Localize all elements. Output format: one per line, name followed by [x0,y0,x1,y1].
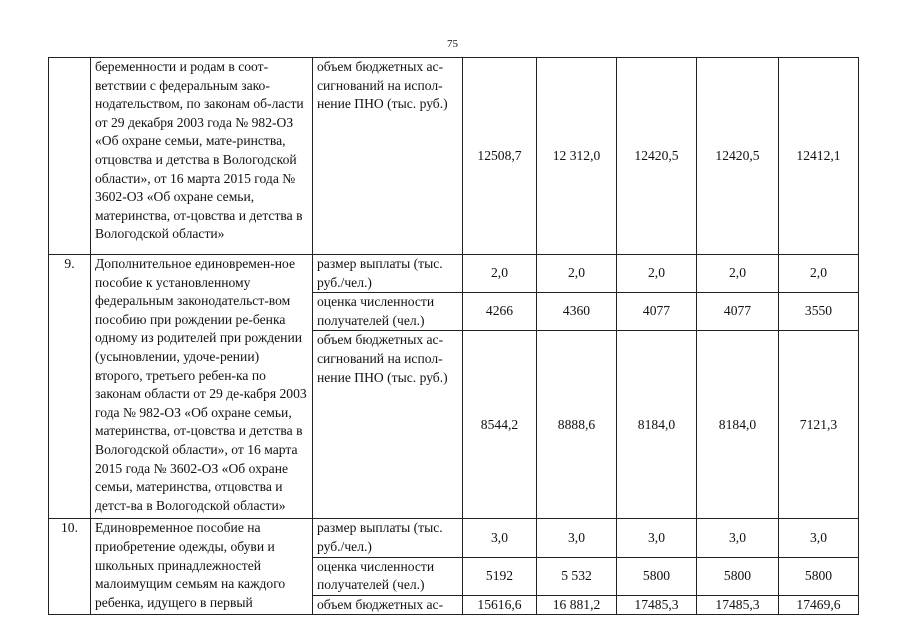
indicator-label: размер выплаты (тыс. руб./чел.) [313,519,463,557]
value-cell: 16 881,2 [537,595,617,615]
value-cell: 4077 [697,293,779,331]
row-index [49,58,91,255]
value-cell: 2,0 [779,255,859,293]
value-cell: 8184,0 [697,331,779,519]
budget-table [48,57,859,615]
indicator-label: оценка численности получателей (чел.) [313,557,463,595]
row-index: 10. [49,519,91,615]
value-cell: 8888,6 [537,331,617,519]
value-cell: 17485,3 [697,595,779,615]
value-cell: 3,0 [697,519,779,557]
value-cell: 5800 [779,557,859,595]
indicator-label: размер выплаты (тыс. руб./чел.) [313,255,463,293]
value-cell: 4077 [617,293,697,331]
value-cell: 2,0 [537,255,617,293]
value-cell: 8184,0 [617,331,697,519]
value-cell: 7121,3 [779,331,859,519]
value-cell: 5800 [617,557,697,595]
value-cell: 2,0 [697,255,779,293]
value-cell: 3,0 [463,519,537,557]
value-cell: 3,0 [617,519,697,557]
value-cell: 12412,1 [779,58,859,255]
value-cell: 2,0 [463,255,537,293]
value-cell: 3,0 [537,519,617,557]
table-row [49,255,859,293]
value-cell: 5 532 [537,557,617,595]
indicator-label: объем бюджетных ас-сигнований на испол-нение ПНО (тыс. руб.) [313,58,463,255]
value-cell: 12508,7 [463,58,537,255]
indicator-label: оценка численности получателей (чел.) [313,293,463,331]
table-row [49,519,859,557]
table-row [49,58,859,255]
row-description: беременности и родам в соот-ветствии с федеральным зако-нодательством, по законам об-ласти от 29 декабря 2003 года № 982-ОЗ «Об охране семьи, мате-ринства, отцовства и детства в Вологодской области», от 16 марта 2015 года № 3602-ОЗ «Об охране семьи, материнства, от-цовства и детства в Вологодской области» [91,58,313,255]
value-cell: 5800 [697,557,779,595]
value-cell: 17485,3 [617,595,697,615]
value-cell: 4266 [463,293,537,331]
row-description: Единовременное пособие на приобретение одежды, обуви и школьных принадлежностей малоимущим семьям на каждого ребенка, идущего в первый [91,519,313,615]
value-cell: 12 312,0 [537,58,617,255]
value-cell: 12420,5 [697,58,779,255]
value-cell: 15616,6 [463,595,537,615]
value-cell: 2,0 [617,255,697,293]
value-cell: 5192 [463,557,537,595]
value-cell: 17469,6 [779,595,859,615]
page-number: 75 [447,38,458,50]
indicator-label: объем бюджетных ас-сигнований на испол-нение ПНО (тыс. руб.) [313,331,463,519]
row-index: 9. [49,255,91,519]
value-cell: 4360 [537,293,617,331]
value-cell: 12420,5 [617,58,697,255]
indicator-label: объем бюджетных ас- [313,595,463,615]
value-cell: 8544,2 [463,331,537,519]
value-cell: 3,0 [779,519,859,557]
value-cell: 3550 [779,293,859,331]
row-description: Дополнительное единовремен-ное пособие к установленному федеральным законодательст-вом пособию при рождении ре-бенка одному из родителей при рождении (усыновлении, удоче-рении) второго, третьего ребен-ка по законам области от 29 де-кабря 2003 года № 982-ОЗ «Об охране семьи, материнства, от-цовства и детства в Вологодской области», от 16 марта 2015 года № 3602-ОЗ «Об охране семьи, материнства, отцовства и детст-ва в Вологодской области» [91,255,313,519]
